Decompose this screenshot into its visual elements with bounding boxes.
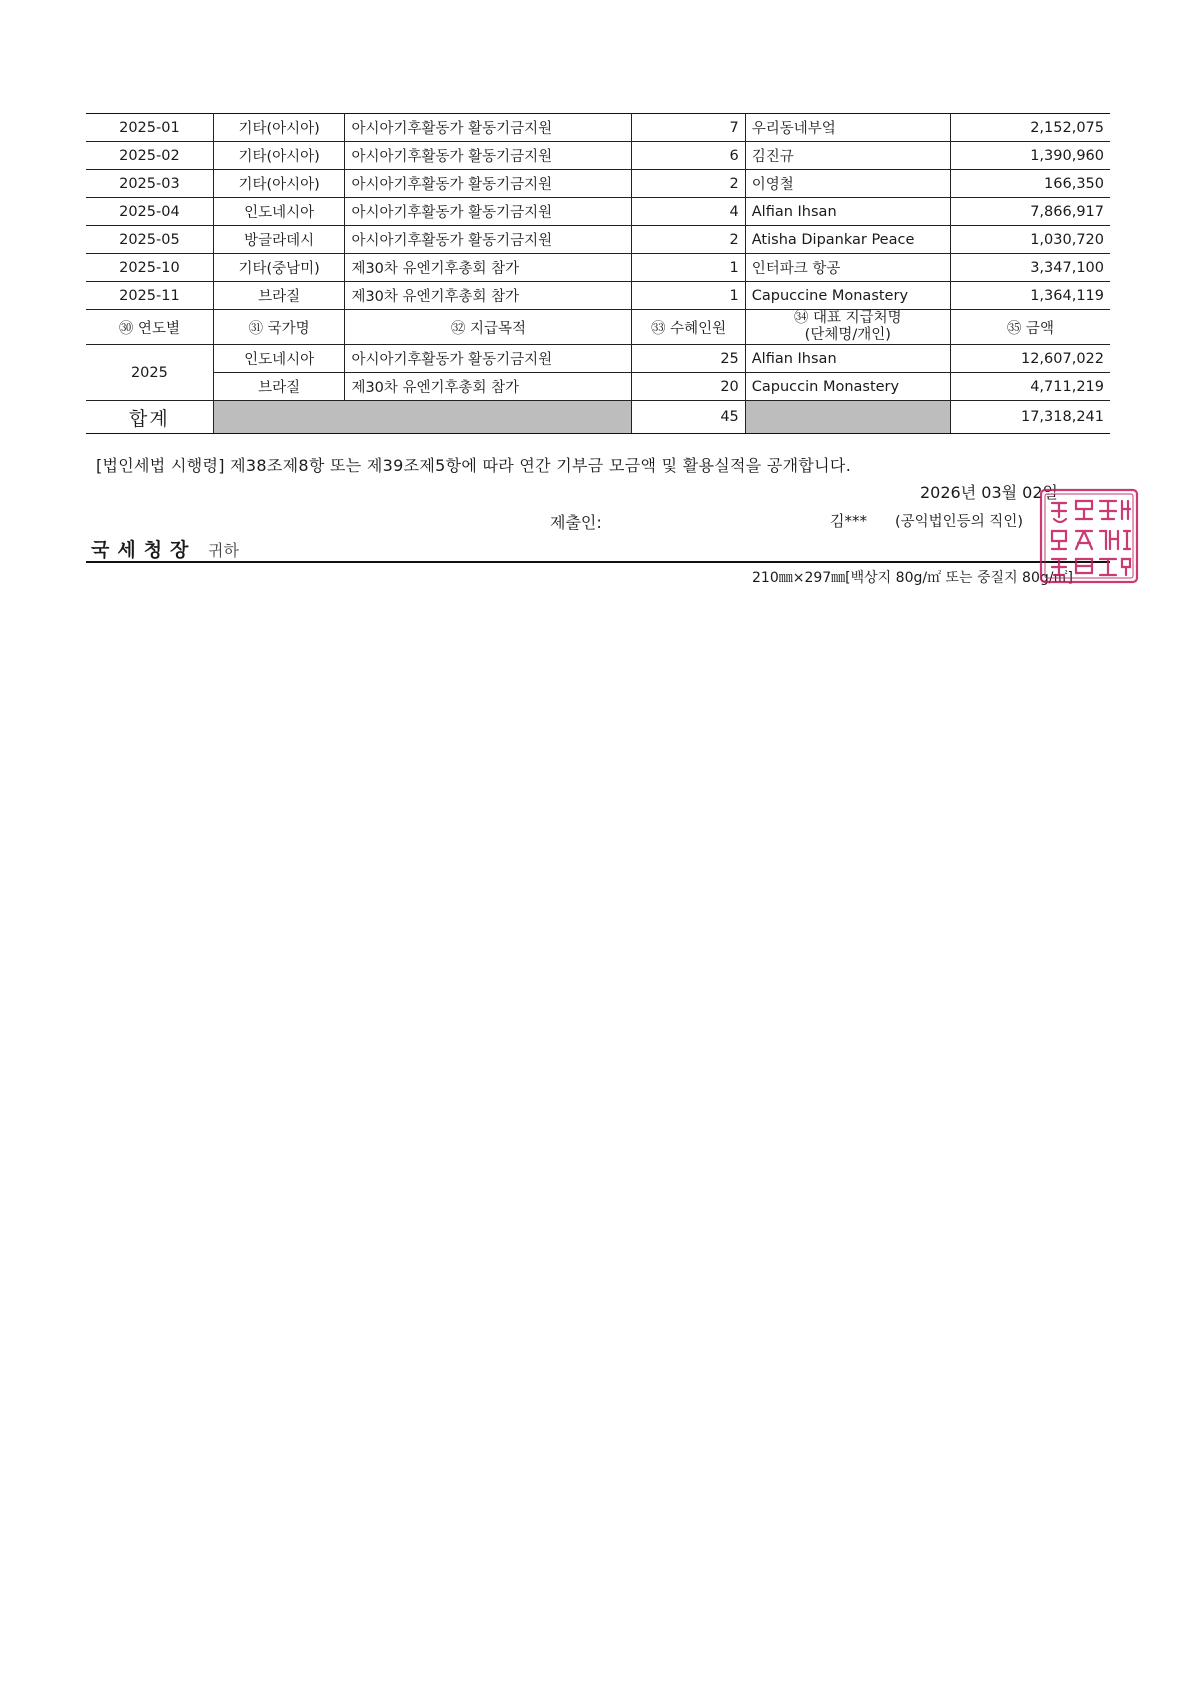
total-amount: 17,318,241 (950, 401, 1110, 434)
submitter-name: 김*** (830, 512, 867, 530)
honorific: 귀하 (208, 541, 239, 560)
header-payee-line1: ㉞ 대표 지급처명 (793, 310, 902, 326)
period-cell: 2025-04 (86, 198, 213, 226)
purpose-cell: 아시아기후활동가 활동기금지원 (345, 198, 632, 226)
amount-cell: 12,607,022 (950, 345, 1110, 373)
period-cell: 2025-10 (86, 254, 213, 282)
country-cell: 기타(아시아) (213, 142, 345, 170)
payee-cell: Atisha Dipankar Peace (745, 226, 950, 254)
amount-cell: 1,390,960 (950, 142, 1110, 170)
payee-cell: Alfian Ihsan (745, 198, 950, 226)
report-sheet (86, 113, 1110, 434)
recipient: 국세청장 (91, 539, 197, 561)
official-seal-icon (1038, 487, 1140, 585)
payee-cell: 김진규 (745, 142, 950, 170)
table-row (86, 282, 1110, 310)
header-purpose: ㉜ 지급목적 (345, 310, 632, 345)
count-cell: 1 (632, 254, 745, 282)
header-payee-line2: (단체명/개인) (804, 327, 891, 343)
country-cell: 브라질 (213, 282, 345, 310)
paper-spec: 210㎜×297㎜[백상지 80g/㎡ 또는 중질지 80g/㎡] (752, 570, 1073, 586)
country-cell: 기타(중남미) (213, 254, 345, 282)
period-cell: 2025-03 (86, 170, 213, 198)
table-row (86, 142, 1110, 170)
payee-cell: Capuccine Monastery (745, 282, 950, 310)
country-cell: 방글라데시 (213, 226, 345, 254)
submitter-label: 제출인: (550, 513, 602, 532)
amount-cell: 4,711,219 (950, 373, 1110, 401)
amount-cell: 1,030,720 (950, 226, 1110, 254)
purpose-cell: 아시아기후활동가 활동기금지원 (345, 142, 632, 170)
legal-note: [법인세법 시행령] 제38조제8항 또는 제39조제5항에 따라 연간 기부금 모금액 및 활용실적을 공개합니다. (96, 456, 852, 475)
header-count: ㉝ 수혜인원 (632, 310, 745, 345)
count-cell: 7 (632, 114, 745, 142)
purpose-cell: 제30차 유엔기후총회 참가 (345, 254, 632, 282)
count-cell: 4 (632, 198, 745, 226)
payee-cell: Capuccin Monastery (745, 373, 950, 401)
amount-cell: 7,866,917 (950, 198, 1110, 226)
divider (86, 561, 1110, 563)
table-row (86, 170, 1110, 198)
payee-cell: 인터파크 항공 (745, 254, 950, 282)
amount-cell: 2,152,075 (950, 114, 1110, 142)
country-cell: 인도네시아 (213, 345, 345, 373)
header-country: ㉛ 국가명 (213, 310, 345, 345)
total-label: 합계 (86, 401, 213, 434)
total-row (86, 401, 1110, 434)
country-cell: 브라질 (213, 373, 345, 401)
total-count: 45 (632, 401, 745, 434)
amount-cell: 166,350 (950, 170, 1110, 198)
purpose-cell: 아시아기후활동가 활동기금지원 (345, 114, 632, 142)
country-cell: 기타(아시아) (213, 114, 345, 142)
count-cell: 25 (632, 345, 745, 373)
count-cell: 1 (632, 282, 745, 310)
period-cell: 2025-01 (86, 114, 213, 142)
period-cell: 2025-02 (86, 142, 213, 170)
table-row (86, 226, 1110, 254)
overseas-expenditure-table (86, 113, 1110, 434)
count-cell: 20 (632, 373, 745, 401)
table-row (86, 254, 1110, 282)
submitter-role: (공익법인등의 직인) (895, 514, 1023, 530)
table-row (86, 198, 1110, 226)
payee-cell: Alfian Ihsan (745, 345, 950, 373)
amount-cell: 3,347,100 (950, 254, 1110, 282)
table-row (86, 114, 1110, 142)
submission-date: 2026년 03월 02일 (920, 483, 1058, 502)
header-amount: ㉟ 금액 (950, 310, 1110, 345)
count-cell: 2 (632, 226, 745, 254)
header-year: ㉚ 연도별 (86, 310, 213, 345)
period-cell: 2025-05 (86, 226, 213, 254)
purpose-cell: 아시아기후활동가 활동기금지원 (345, 226, 632, 254)
summary-year-cell: 2025 (86, 345, 213, 401)
period-cell: 2025-11 (86, 282, 213, 310)
total-shaded-cell (745, 401, 950, 434)
purpose-cell: 아시아기후활동가 활동기금지원 (345, 345, 632, 373)
summary-row (86, 345, 1110, 373)
header-payee (745, 310, 950, 345)
purpose-cell: 아시아기후활동가 활동기금지원 (345, 170, 632, 198)
payee-cell: 우리동네부엌 (745, 114, 950, 142)
payee-cell: 이영철 (745, 170, 950, 198)
count-cell: 2 (632, 170, 745, 198)
country-cell: 인도네시아 (213, 198, 345, 226)
total-shaded-cell (213, 401, 632, 434)
count-cell: 6 (632, 142, 745, 170)
purpose-cell: 제30차 유엔기후총회 참가 (345, 282, 632, 310)
country-cell: 기타(아시아) (213, 170, 345, 198)
summary-header-row (86, 310, 1110, 345)
amount-cell: 1,364,119 (950, 282, 1110, 310)
summary-row (86, 373, 1110, 401)
purpose-cell: 제30차 유엔기후총회 참가 (345, 373, 632, 401)
